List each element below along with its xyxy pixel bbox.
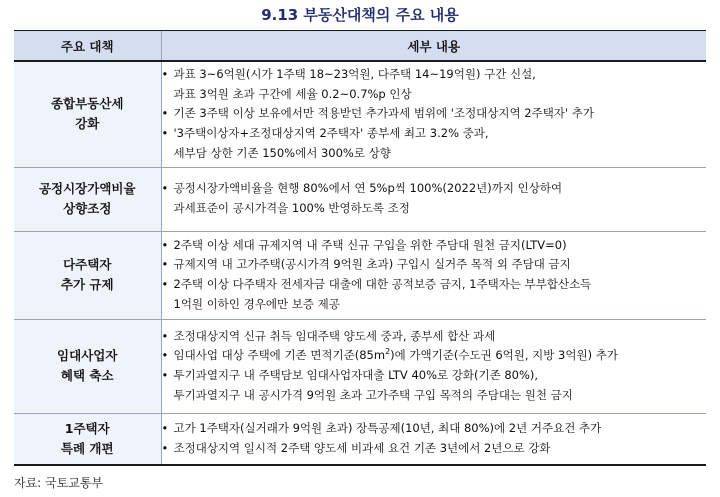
bullet-icon: •	[161, 440, 169, 455]
category-line: 1주택자	[64, 420, 110, 436]
bullet-icon: •	[161, 348, 169, 363]
table-row	[14, 319, 706, 413]
table-row	[14, 167, 706, 231]
bullet-icon: •	[161, 368, 169, 382]
list-item: • 과표 3~6억원(시가 1주택 18~23억원, 다주택 14~19억원) 구간 신설,	[162, 65, 707, 85]
list-item: • 2주택 이상 다주택자 전세자금 대출에 대한 공적보증 금지, 1주택자는 부부합산소득	[162, 275, 707, 295]
bullet-icon: •	[161, 181, 169, 196]
list-item: • 조정대상지역 신규 취득 임대주택 양도세 중과, 종부세 합산 과세	[162, 327, 707, 347]
policy-table	[14, 31, 706, 466]
header-category: 주요 대책	[14, 31, 161, 61]
bullet-icon: •	[161, 277, 169, 291]
category-line: 종합부동산세	[51, 96, 124, 112]
list-item: • 고가 1주택자(실거래가 9억원 초과) 장특공제(10년, 최대 80%)에 2년 거주요건 추가	[162, 419, 707, 439]
category-line: 상향조정	[63, 201, 112, 216]
detail-cell	[161, 413, 706, 465]
source-note: 자료: 국토교통부	[14, 476, 104, 490]
list-item-continuation: 세부담 상한 기존 150%에서 300%로 상향	[173, 145, 391, 160]
category-line: 강화	[75, 116, 100, 132]
bullet-icon: •	[161, 126, 169, 141]
list-item-continuation: 1억원 이하인 경우에만 보증 제공	[173, 296, 340, 311]
bullet-icon: •	[161, 421, 169, 436]
list-item: • 기존 3주택 이상 보유에서만 적용받던 추가과세 범위에 '조정대상지역 2주택자' 추가	[162, 104, 707, 124]
category-line: 혜택 축소	[60, 368, 114, 383]
list-item: • 임대사업 대상 주택에 기존 면적기준$(85m^2)$에 가액기준(수도권 6억원, 지방 3억원) 추가	[162, 346, 707, 366]
page-title: 9.13 부동산대책의 주요 내용	[261, 6, 459, 24]
category-line: 추가 규제	[60, 277, 114, 292]
category-line: 공정시장가액비율	[38, 181, 136, 196]
table-row	[14, 61, 706, 167]
category-cell	[14, 167, 161, 231]
list-item-continuation: 과세표준이 공시가격을 100% 반영하도록 조정	[173, 201, 410, 215]
category-cell	[14, 413, 161, 465]
header-detail: 세부 내용	[161, 31, 706, 61]
category-line: 특례 개편	[60, 440, 114, 456]
list-item: • 2주택 이상 세대 규제지역 내 주택 신규 구입을 위한 주담대 원천 금지(LTV=0)	[162, 236, 707, 256]
category-line: 임대사업자	[57, 348, 118, 363]
list-item: • 조정대상지역 일시적 2주택 양도세 비과세 요건 기존 3년에서 2년으로 강화	[162, 439, 707, 459]
category-cell	[14, 231, 161, 319]
bullet-icon: •	[161, 328, 169, 343]
bullet-icon: •	[161, 106, 169, 121]
table-header-row	[14, 31, 706, 61]
list-item: • '3주택이상자+조정대상지역 2주택자' 종부세 최고 3.2% 중과,	[162, 124, 707, 144]
detail-cell	[161, 167, 706, 231]
table-row	[14, 413, 706, 465]
list-item: • 투기과열지구 내 주택담보 임대사업자대출 LTV 40%로 강화(기존 80%),	[162, 366, 707, 386]
category-cell	[14, 61, 161, 167]
list-item-continuation: 투기과열지구 내 공시가격 9억원 초과 고가주택 구입 목적의 주담대는 원천 금지	[173, 387, 573, 402]
detail-cell	[161, 231, 706, 319]
bullet-icon: •	[161, 237, 169, 252]
category-line: 다주택자	[63, 257, 112, 272]
bullet-icon: •	[161, 257, 169, 272]
bullet-icon: •	[161, 67, 169, 82]
list-item-continuation: 과표 3억원 초과 구간에 세율 0.2~0.7%p 인상	[173, 86, 412, 101]
category-cell	[14, 319, 161, 413]
superscript: 2	[385, 347, 391, 357]
detail-cell	[161, 61, 706, 167]
detail-cell	[161, 319, 706, 413]
list-item: • 규제지역 내 고가주택(공시가격 9억원 초과) 구입시 실거주 목적 외 주담대 금지	[162, 255, 707, 275]
table-row	[14, 231, 706, 319]
list-item: • 공정시장가액비율을 현행 80%에서 연 5%p씩 100%(2022년)까지 인상하여	[162, 179, 707, 199]
